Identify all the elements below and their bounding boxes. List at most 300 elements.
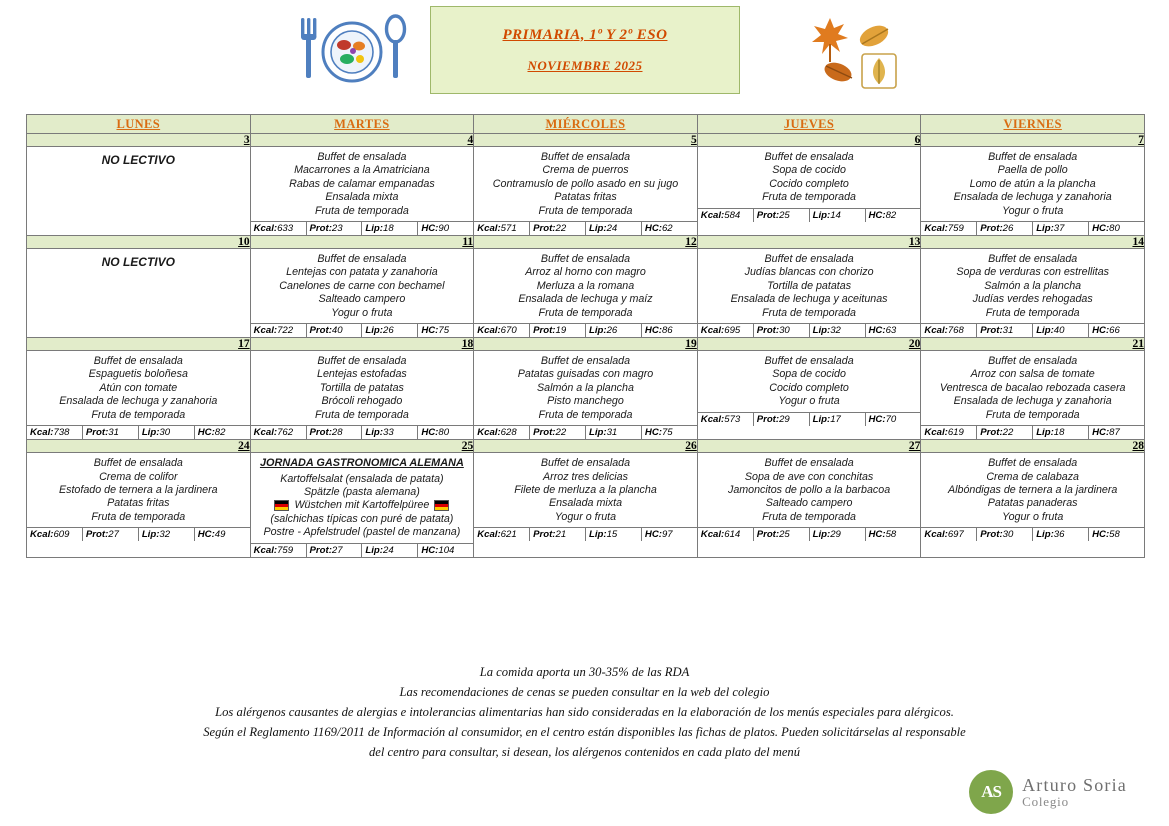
nutrition-kcal: Kcal:695 [698, 323, 753, 337]
nutrition-value: 36 [1053, 529, 1065, 541]
nutrition-lip: Lip:26 [361, 323, 417, 337]
dish-item: Fruta de temporada [91, 510, 186, 523]
date-cell: 4 [250, 134, 474, 147]
dish-item [255, 499, 470, 512]
nutrition-prot: Prot:19 [529, 323, 585, 337]
menu-row [27, 453, 1145, 557]
nutrition-value: 609 [53, 529, 70, 541]
date-cell: 26 [474, 440, 698, 453]
nutrition-hc: HC:80 [1088, 221, 1144, 235]
nutrition-value: 30 [779, 325, 790, 337]
nutrition-value: 738 [53, 427, 70, 439]
menu-cell [921, 249, 1145, 338]
column-header-label: VIERNES [1003, 117, 1062, 131]
dish-item: Buffet de ensalada [93, 355, 183, 368]
dish-item: Rabas de calamar empanadas [289, 177, 435, 190]
dish-item: Lentejas estofadas [317, 368, 407, 381]
date-cell: 12 [474, 236, 698, 249]
nutrition-value: 80 [438, 427, 450, 439]
nutrition-prot: Prot:40 [306, 323, 362, 337]
menu-cell [250, 351, 474, 440]
menu-cell [27, 147, 251, 236]
footer-line-3: Los alérgenos causantes de alergias e intolerancias alimentarias han sido consideradas en la elaboración de los menús especiales para alérgicos. [215, 705, 954, 719]
footer-line-4: Según el Reglamento 1169/2011 de Información al consumidor, en el centro están disponibles las fichas de platos. Pueden solicitárselas al responsable [203, 725, 966, 739]
nutrition-hc: HC:70 [865, 412, 921, 426]
dish-item: Buffet de ensalada [317, 151, 407, 163]
nutrition-value: 695 [724, 325, 741, 337]
date-cell: 11 [250, 236, 474, 249]
nutrition-hc: HC:82 [865, 208, 921, 222]
nutrition-value: 628 [500, 427, 517, 439]
column-header-label: MARTES [334, 117, 390, 131]
dish-list [474, 351, 697, 425]
dish-item: Spätzle (pasta alemana) [303, 485, 420, 498]
nutrition-kcal: Kcal:621 [474, 527, 529, 541]
nutrition-value: 26 [383, 325, 394, 337]
dish-item: Paella de pollo [997, 164, 1068, 177]
nutrition-value: 86 [661, 325, 673, 337]
menu-cell [474, 453, 698, 557]
dish-item: Fruta de temporada [985, 408, 1080, 421]
column-header-miercoles [474, 115, 698, 134]
dish-item: Arroz tres delicias [543, 470, 628, 483]
nutrition-hc: HC:58 [865, 527, 921, 541]
nutrition-hc: HC:87 [1088, 425, 1144, 439]
plate-fork-spoon-icon [292, 12, 412, 90]
nutrition-kcal: Kcal:759 [921, 221, 976, 235]
nutrition-value: 584 [724, 209, 741, 221]
dish-item: Albóndigas de ternera a la jardinera [948, 483, 1118, 496]
nutrition-value: 27 [108, 529, 119, 541]
nutrition-bar [698, 527, 921, 541]
nutrition-hc: HC:86 [641, 323, 697, 337]
nutrition-prot: Prot:22 [529, 425, 585, 439]
dish-item: Patatas guisadas con magro [517, 368, 654, 381]
nutrition-prot: Prot:31 [82, 425, 138, 439]
nutrition-lip: Lip:24 [585, 221, 641, 235]
dish-item: Contramuslo de pollo asado en su jugo [492, 177, 679, 190]
date-row [27, 338, 1145, 351]
nutrition-prot: Prot:26 [976, 221, 1032, 235]
dish-item: Ensalada de lechuga y maíz [518, 293, 653, 306]
dish-item: Judías verdes rehogadas [972, 293, 1093, 306]
menu-cell [250, 453, 474, 557]
nutrition-value: 29 [779, 413, 790, 425]
nutrition-bar [27, 527, 250, 541]
nutrition-kcal: Kcal:609 [27, 527, 82, 541]
nutrition-value: 62 [661, 223, 673, 235]
nutrition-value: 58 [1109, 529, 1120, 541]
menu-cell [697, 249, 921, 338]
dish-item: Yogur o fruta [331, 306, 393, 319]
dish-item: Ensalada de lechuga y aceitunas [730, 293, 888, 306]
nutrition-kcal: Kcal:633 [251, 221, 306, 235]
nutrition-lip: Lip:40 [1032, 323, 1088, 337]
dish-item: Sopa de cocido [772, 164, 846, 177]
nutrition-value: 18 [383, 223, 394, 235]
dish-list [474, 147, 697, 221]
column-header-lunes [27, 115, 251, 134]
dish-item: Fruta de temporada [91, 408, 186, 421]
date-row [27, 134, 1145, 147]
dish-item: Crema de colifor [99, 470, 178, 483]
nutrition-kcal: Kcal:738 [27, 425, 82, 439]
nutrition-bar [251, 323, 474, 337]
date-row [27, 440, 1145, 453]
nutrition-bar [474, 221, 697, 235]
dish-item: Salmón a la plancha [537, 381, 634, 394]
nutrition-value: 26 [1002, 223, 1014, 235]
menu-cell [474, 249, 698, 338]
title-box [430, 6, 740, 94]
dish-item: Pisto manchego [547, 395, 624, 408]
dish-label: Wüstchen mit Kartoffelpüree [294, 499, 430, 512]
menu-row [27, 249, 1145, 338]
dish-item: Fruta de temporada [985, 306, 1080, 319]
date-cell: 27 [697, 440, 921, 453]
dish-item: Salteado campero [318, 293, 406, 306]
nutrition-hc: HC:49 [194, 527, 250, 541]
nutrition-lip: Lip:26 [585, 323, 641, 337]
dish-item: Buffet de ensalada [764, 355, 854, 368]
dish-item: Tortilla de patatas [319, 381, 404, 394]
dish-item: Fruta de temporada [538, 306, 633, 319]
dish-item: Patatas panaderas [987, 497, 1078, 510]
dish-item: Ensalada de lechuga y zanahoria [59, 395, 218, 408]
dish-item: Ensalada mixta [325, 191, 399, 204]
logo-school-name: Arturo Soria [1022, 774, 1127, 795]
nutrition-value: 619 [947, 427, 964, 439]
dish-list [698, 351, 921, 412]
school-logo [969, 770, 1127, 814]
dish-item: Kartoffelsalat (ensalada de patata) [280, 472, 444, 485]
dish-item: Merluza a la romana [536, 279, 635, 292]
dish-item: Sopa de verduras con estrellitas [956, 266, 1110, 279]
nutrition-value: 22 [555, 427, 567, 439]
nutrition-hc: HC:82 [194, 425, 250, 439]
nutrition-value: 31 [1002, 325, 1014, 337]
nutrition-prot: Prot:27 [82, 527, 138, 541]
nutrition-lip: Lip:37 [1032, 221, 1088, 235]
nutrition-lip: Lip:24 [361, 543, 417, 557]
dish-list [921, 351, 1144, 425]
dish-item: Postre - Apfelstrudel (pastel de manzana) [263, 526, 461, 539]
dish-list [27, 453, 250, 527]
nutrition-kcal: Kcal:670 [474, 323, 529, 337]
dish-item: Espaguetis boloñesa [88, 368, 188, 381]
dish-item: Ventresca de bacalao rebozada casera [939, 381, 1126, 394]
nutrition-value: 14 [830, 209, 841, 221]
nutrition-hc: HC:90 [417, 221, 473, 235]
nutrition-value: 33 [383, 427, 394, 439]
dish-list [921, 147, 1144, 221]
dish-item: Lentejas con patata y zanahoria [286, 266, 438, 279]
menu-row [27, 351, 1145, 440]
dish-item: NO LECTIVO [101, 153, 175, 167]
nutrition-bar [698, 412, 921, 426]
dish-item: Ensalada de lechuga y zanahoria [953, 191, 1112, 204]
dish-item: Crema de puerros [542, 164, 629, 177]
dish-item: Fruta de temporada [762, 191, 857, 204]
column-header-label: LUNES [116, 117, 161, 131]
dish-list [921, 249, 1144, 323]
column-header-viernes [921, 115, 1145, 134]
nutrition-value: 37 [1053, 223, 1065, 235]
menu-cell [697, 453, 921, 557]
nutrition-prot: Prot:22 [976, 425, 1032, 439]
nutrition-value: 66 [1109, 325, 1120, 337]
date-cell: 7 [921, 134, 1145, 147]
date-cell: 20 [697, 338, 921, 351]
page-subtitle: NOVIEMBRE 2025 [527, 57, 643, 73]
nutrition-hc: HC:97 [641, 527, 697, 541]
nutrition-hc: HC:63 [865, 323, 921, 337]
dish-item: Yogur o fruta [1002, 510, 1064, 523]
nutrition-bar [251, 221, 474, 235]
footer-line-2: Las recomendaciones de cenas se pueden consultar en la web del colegio [399, 685, 770, 699]
nutrition-value: 18 [1053, 427, 1065, 439]
nutrition-value: 670 [500, 325, 517, 337]
nutrition-prot: Prot:25 [753, 208, 809, 222]
nutrition-lip: Lip:18 [1032, 425, 1088, 439]
nutrition-value: 82 [885, 209, 897, 221]
nutrition-value: 40 [331, 325, 343, 337]
nutrition-bar [474, 527, 697, 541]
dish-list [474, 249, 697, 323]
nutrition-hc: HC:75 [417, 323, 473, 337]
nutrition-prot: Prot:28 [306, 425, 362, 439]
column-header-martes [250, 115, 474, 134]
nutrition-bar [27, 425, 250, 439]
nutrition-bar [921, 221, 1144, 235]
no-school-notice [27, 249, 250, 272]
nutrition-kcal: Kcal:619 [921, 425, 976, 439]
dish-item: Yogur o fruta [554, 510, 617, 523]
nutrition-prot: Prot:30 [976, 527, 1032, 541]
german-flag-icon [274, 500, 289, 511]
dish-item: Buffet de ensalada [764, 457, 854, 470]
dish-item: Salteado campero [765, 497, 853, 510]
nutrition-kcal: Kcal:697 [921, 527, 976, 541]
nutrition-bar [474, 425, 697, 439]
dish-item: Ensalada de lechuga y zanahoria [953, 395, 1112, 408]
dish-item: Buffet de ensalada [764, 151, 854, 163]
nutrition-hc: HC:58 [1088, 527, 1144, 541]
nutrition-hc: HC:75 [641, 425, 697, 439]
date-cell: 5 [474, 134, 698, 147]
dish-item: Filete de merluza a la plancha [514, 483, 657, 496]
date-cell: 13 [697, 236, 921, 249]
nutrition-prot: Prot:23 [306, 221, 362, 235]
dish-item: Jamoncitos de pollo a la barbacoa [727, 483, 891, 496]
dish-list [251, 453, 474, 542]
nutrition-kcal: Kcal:571 [474, 221, 529, 235]
dish-item: Buffet de ensalada [988, 151, 1078, 163]
nutrition-prot: Prot:22 [529, 221, 585, 235]
menu-cell [27, 249, 251, 338]
dish-item: Fruta de temporada [762, 306, 857, 319]
nutrition-value: 21 [555, 529, 567, 541]
nutrition-kcal: Kcal:614 [698, 527, 753, 541]
nutrition-value: 621 [500, 529, 517, 541]
nutrition-value: 31 [606, 427, 618, 439]
nutrition-lip: Lip:15 [585, 527, 641, 541]
nutrition-value: 22 [555, 223, 567, 235]
nutrition-bar [698, 208, 921, 222]
dish-item: Estofado de ternera a la jardinera [58, 483, 218, 496]
date-row [27, 236, 1145, 249]
nutrition-kcal: Kcal:628 [474, 425, 529, 439]
nutrition-value: 75 [438, 325, 450, 337]
nutrition-bar [921, 323, 1144, 337]
nutrition-value: 29 [830, 529, 841, 541]
nutrition-value: 30 [1002, 529, 1014, 541]
nutrition-value: 722 [277, 325, 294, 337]
menu-cell [27, 351, 251, 440]
nutrition-prot: Prot:29 [753, 412, 809, 426]
nutrition-value: 24 [383, 544, 394, 556]
nutrition-value: 63 [885, 325, 897, 337]
dish-item: Buffet de ensalada [764, 253, 854, 266]
dish-item: Arroz con salsa de tomate [970, 368, 1095, 381]
nutrition-bar [921, 527, 1144, 541]
footer-notes [0, 662, 1169, 762]
dish-item: Sopa de cocido [772, 368, 846, 381]
logo-school-sub: Colegio [1022, 793, 1069, 809]
dish-item: Canelones de carne con bechamel [279, 279, 445, 292]
menu-cell [27, 453, 251, 557]
dish-item: Fruta de temporada [314, 408, 409, 421]
nutrition-hc: HC:104 [417, 543, 473, 557]
dish-item: Lomo de atún a la plancha [969, 177, 1096, 190]
nutrition-value: 17 [830, 413, 841, 425]
nutrition-kcal: Kcal:768 [921, 323, 976, 337]
menu-cell [921, 453, 1145, 557]
dish-item: Fruta de temporada [538, 408, 633, 421]
dish-list [921, 453, 1144, 527]
nutrition-value: 759 [947, 223, 964, 235]
nutrition-lip: Lip:14 [809, 208, 865, 222]
nutrition-lip: Lip:17 [809, 412, 865, 426]
dish-item: Salmón a la plancha [984, 279, 1082, 292]
dish-item: Patatas fritas [554, 191, 617, 204]
menu-cell [474, 147, 698, 236]
dish-item: Buffet de ensalada [317, 253, 407, 266]
date-cell: 14 [921, 236, 1145, 249]
nutrition-value: 28 [331, 427, 343, 439]
dish-item: Atún con tomate [99, 381, 178, 394]
nutrition-prot: Prot:30 [753, 323, 809, 337]
nutrition-hc: HC:62 [641, 221, 697, 235]
menu-cell [921, 147, 1145, 236]
dish-list [474, 453, 697, 527]
nutrition-value: 30 [159, 427, 171, 439]
table-header-row [27, 115, 1145, 134]
dish-item: (salchichas típicas con puré de patata) [270, 512, 454, 525]
dish-list [698, 147, 921, 208]
dish-item: Buffet de ensalada [317, 355, 407, 368]
nutrition-value: 58 [885, 529, 897, 541]
nutrition-lip: Lip:32 [809, 323, 865, 337]
nutrition-value: 762 [277, 427, 294, 439]
menu-cell [697, 351, 921, 440]
nutrition-value: 80 [1109, 223, 1120, 235]
dish-item: Buffet de ensalada [93, 457, 183, 470]
dish-list [698, 453, 921, 527]
nutrition-value: 31 [108, 427, 119, 439]
nutrition-value: 19 [555, 325, 567, 337]
dish-list [27, 351, 250, 425]
date-cell: 17 [27, 338, 251, 351]
nutrition-value: 32 [830, 325, 841, 337]
menu-cell [250, 249, 474, 338]
dish-list [251, 249, 474, 323]
autumn-leaves-icon [800, 14, 920, 94]
dish-item: Fruta de temporada [314, 204, 409, 217]
nutrition-value: 104 [438, 544, 455, 556]
nutrition-value: 697 [947, 529, 964, 541]
nutrition-value: 25 [779, 209, 790, 221]
special-day-title: JORNADA GASTRONOMICA ALEMANA [259, 457, 464, 470]
menu-table [26, 114, 1145, 558]
dish-list [251, 147, 474, 221]
nutrition-bar [251, 425, 474, 439]
dish-item: Sopa de ave con conchitas [744, 470, 874, 483]
nutrition-value: 97 [661, 529, 673, 541]
nutrition-lip: Lip:32 [138, 527, 194, 541]
nutrition-value: 26 [606, 325, 618, 337]
nutrition-hc: HC:80 [417, 425, 473, 439]
nutrition-value: 768 [947, 325, 964, 337]
nutrition-bar [474, 323, 697, 337]
nutrition-value: 22 [1002, 427, 1014, 439]
dish-item: Buffet de ensalada [540, 355, 631, 368]
nutrition-kcal: Kcal:759 [251, 543, 306, 557]
nutrition-prot: Prot:25 [753, 527, 809, 541]
nutrition-value: 759 [277, 544, 294, 556]
dish-item: Arroz al horno con magro [525, 266, 646, 279]
nutrition-lip: Lip:33 [361, 425, 417, 439]
nutrition-kcal: Kcal:762 [251, 425, 306, 439]
column-header-jueves [697, 115, 921, 134]
dish-item: Buffet de ensalada [540, 457, 631, 470]
dish-item: Fruta de temporada [762, 510, 857, 523]
nutrition-value: 87 [1109, 427, 1120, 439]
nutrition-value: 27 [331, 544, 343, 556]
column-header-label: JUEVES [783, 117, 835, 131]
date-cell: 24 [27, 440, 251, 453]
german-flag-icon [434, 500, 449, 511]
menu-cell [250, 147, 474, 236]
footer-line-1: La comida aporta un 30-35% de las RDA [479, 665, 690, 679]
nutrition-hc: HC:66 [1088, 323, 1144, 337]
nutrition-kcal: Kcal:584 [698, 208, 753, 222]
nutrition-prot: Prot:27 [306, 543, 362, 557]
nutrition-value: 70 [885, 413, 897, 425]
dish-list [698, 249, 921, 323]
nutrition-value: 32 [159, 529, 171, 541]
nutrition-value: 573 [724, 413, 741, 425]
nutrition-value: 614 [724, 529, 741, 541]
nutrition-value: 82 [214, 427, 226, 439]
nutrition-lip: Lip:36 [1032, 527, 1088, 541]
dish-item: Ensalada mixta [548, 497, 623, 510]
dish-item: Buffet de ensalada [988, 457, 1078, 470]
dish-item: Yogur o fruta [1002, 204, 1064, 217]
nutrition-prot: Prot:31 [976, 323, 1032, 337]
date-cell: 21 [921, 338, 1145, 351]
dish-item: Buffet de ensalada [540, 151, 631, 163]
